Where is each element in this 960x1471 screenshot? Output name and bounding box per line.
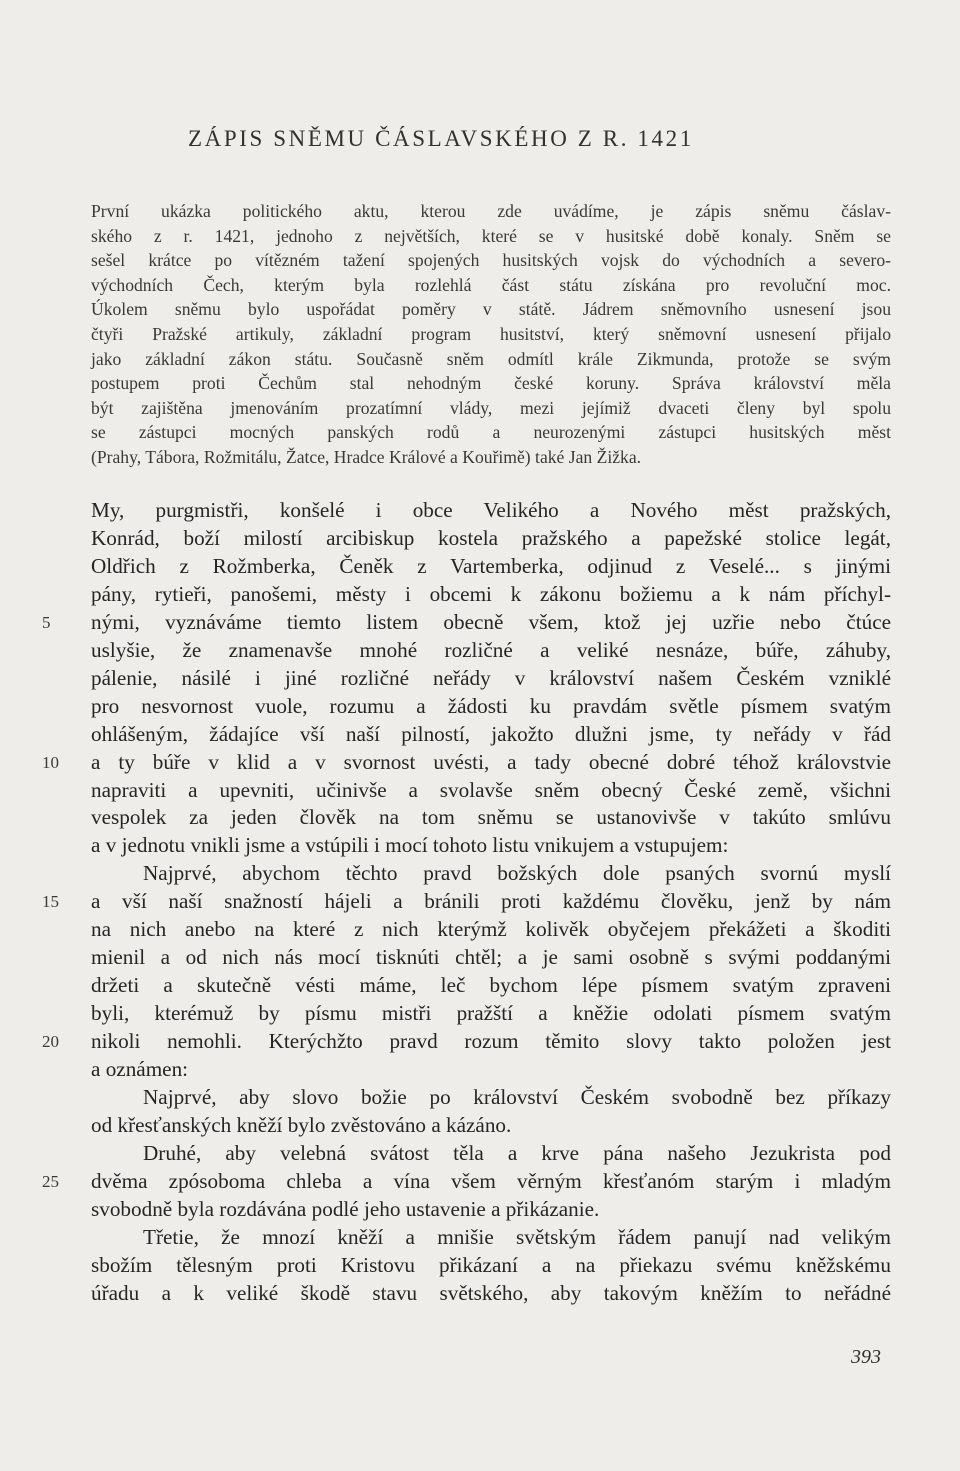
line-number: 10 — [42, 752, 59, 772]
text-line: pány, rytieři, panošemi, městy i obcemi k zákonu božiemu a k nám příchyl- — [91, 581, 891, 606]
text-line: nými, vyznáváme tiemto listem obecně všem, ktož jej uzřie nebo čtúce — [91, 609, 891, 634]
document-title: ZÁPIS SNĚMU ČÁSLAVSKÉHO Z R. 1421 — [188, 126, 694, 151]
line-number: 25 — [42, 1171, 59, 1191]
text-line: Druhé, aby velebná svátost těla a krve pána našeho Jezukrista pod — [143, 1140, 891, 1165]
text-line: a vší naší snažností hájeli a bránili proti každému člověku, jenž by nám — [91, 889, 891, 914]
text-line: úřadu a k veliké škodě stavu světského, aby takovým kněžím to neřádné — [91, 1280, 891, 1305]
text-line: Oldřich z Rožmberka, Čeněk z Vartemberka, odjinud z Veselé... s jinými — [91, 553, 891, 578]
text-line: pálenie, násilé i jiné rozličné neřády v království našem Českém vzniklé — [91, 665, 891, 690]
intro-line: východních Čech, kterým byla rozlehlá část státu získána pro revoluční moc. — [91, 274, 891, 295]
intro-line: být zajištěna jmenováním prozatímní vlády, mezi jejímiž dvaceti členy byl spolu — [91, 397, 891, 418]
text-line: a ty búře v klid a v svornost uvésti, a tady obecné dobré téhož královstvie — [91, 749, 891, 774]
text-line: od křesťanských kněží bylo zvěstováno a kázáno. — [91, 1112, 512, 1137]
text-line: byli, kterémuž by písmu mistři pražští a kněžie odolati písmem svatým — [91, 1001, 891, 1026]
text-line: ohlášeným, žádajíce vší naší pilností, jakožto dlužni jsme, ty neřády v řád — [91, 721, 891, 746]
text-line: na nich anebo na které z nich kterýmž kolivěk obyčejem překážeti a škoditi — [91, 917, 891, 942]
text-line: pro nesvornost vuole, rozumu a žádosti ku pravdám světle písmem svatým — [91, 693, 891, 718]
line-number: 20 — [42, 1032, 59, 1052]
text-line: Najprvé, aby slovo božie po království Českém svobodně bez příkazy — [143, 1084, 891, 1109]
text-line: Konrád, boží milostí arcibiskup kostela pražského a papežské stolice legát, — [91, 525, 891, 550]
text-line: Najprvé, abychom těchto pravd božských dole psaných svornú myslí — [143, 861, 891, 886]
text-line: sbožím tělesným proti Kristovu přikázaní a na přiekazu svému kněžskému — [91, 1252, 891, 1277]
intro-line: ského z r. 1421, jednoho z největších, které se v husitské době konaly. Sněm se — [91, 225, 891, 246]
text-line: napraviti a upevniti, učinivše a svolavše sněm obecný České země, všichni — [91, 777, 891, 802]
text-line: a oznámen: — [91, 1057, 189, 1081]
text-line: držeti a skutečně vésti máme, leč bychom lépe písmem svatým zpraveni — [91, 973, 891, 998]
page-number: 393 — [851, 1346, 881, 1368]
text-line: a v jednotu vnikli jsme a vstúpili i mocí tohoto listu vnikujem a vstupujem: — [91, 833, 729, 858]
intro-line: Úkolem sněmu bylo uspořádat poměry v státě. Jádrem sněmovního usnesení jsou — [91, 299, 891, 320]
intro-line: (Prahy, Tábora, Rožmitálu, Žatce, Hradce Králové a Kouřimě) také Jan Žižka. — [91, 447, 642, 467]
intro-line: čtyři Pražské artikuly, základní program husitství, který sněmovní usnesení přijalo — [91, 324, 891, 344]
text-line: mienil a od nich nás mocí tisknúti chtěl; a je sami osobně s svými poddanými — [91, 945, 891, 970]
text-line: svobodně byla rozdávána podlé jeho ustavenie a přikázanie. — [91, 1196, 600, 1221]
text-line: uslyšie, že znamenavše mnohé rozličné a veliké nesnáze, búře, záhuby, — [91, 637, 891, 662]
text-line: nikoli nemohli. Kterýchžto pravd rozum těmito slovy takto položen jest — [91, 1029, 891, 1054]
intro-line: postupem proti Čechům stal nehodným české koruny. Správa království měla — [91, 373, 891, 394]
text-line: My, purgmistři, konšelé i obce Velikého a Nového měst pražských, — [91, 498, 891, 522]
line-number: 15 — [42, 892, 59, 912]
intro-line: sešel krátce po vítězném tažení spojených husitských vojsk do východních a severo- — [91, 250, 891, 271]
text-line: vespolek za jeden člověk na tom sněmu se ustanovivše v takúto smlúvu — [91, 805, 891, 830]
intro-line: jako základní zákon státu. Současně sněm odmítl krále Zikmunda, protože se svým — [91, 348, 891, 369]
text-line: Třetie, že mnozí kněží a mnišie světským řádem panují nad velikým — [143, 1224, 891, 1249]
intro-line: se zástupci mocných panských rodů a neurozenými zástupci husitských měst — [91, 422, 891, 443]
text-line: dvěma zpósoboma chleba a vína všem věrným křesťanóm starým i mladým — [91, 1168, 891, 1193]
line-number: 5 — [42, 612, 51, 632]
intro-line: První ukázka politického aktu, kterou zde uvádíme, je zápis sněmu čáslav- — [91, 201, 891, 221]
